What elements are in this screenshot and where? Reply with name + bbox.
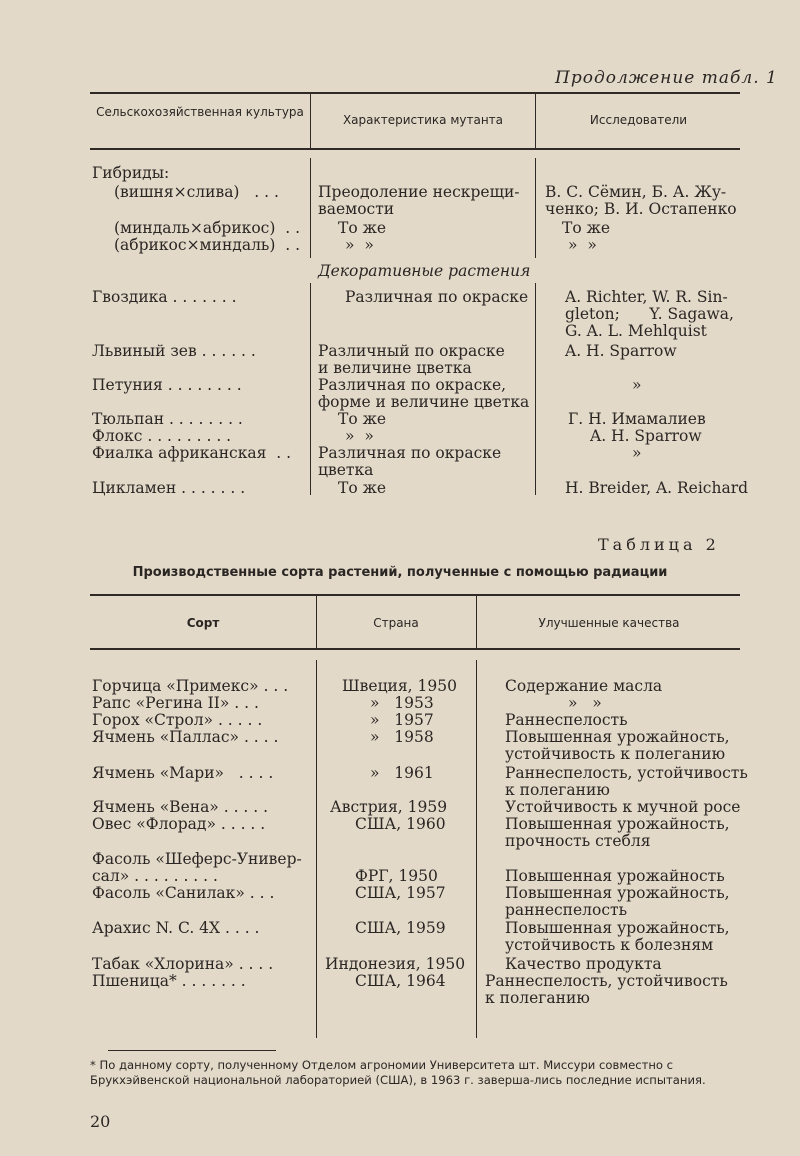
table-2-cell-quality: Устойчивость к мучной росе <box>505 798 741 816</box>
table-1-cell-trait: Различная по окраске, форме и величине цветка <box>318 376 530 411</box>
table-2-cell-variety: Арахис N. C. 4X . . . . <box>92 919 260 937</box>
table-1-header-crop: Сельскохозяйственная культура <box>96 105 304 119</box>
table-1-divider <box>310 283 311 495</box>
table-2-cell-country: » 1958 <box>370 728 434 746</box>
table-1-cell-researchers: » <box>632 444 642 462</box>
table-1-cell-crop: (абрикос×миндаль) . . <box>114 236 301 254</box>
table-2-cell-quality: Повышенная урожайность, устойчивость к болезням <box>505 919 730 954</box>
table-1-cell-researchers: То же <box>562 219 611 237</box>
table-2-top-rule <box>90 594 740 596</box>
table-1-cell-trait: То же <box>338 479 387 497</box>
table-2-cell-variety: Табак «Хлорина» . . . . <box>92 955 274 973</box>
table-1-cell-trait: Преодоление нескрещи- ваемости <box>318 183 520 218</box>
table-1-divider <box>535 94 536 148</box>
table-1-cell-trait: » » <box>345 236 374 254</box>
table-1-cell-trait: То же <box>338 219 387 237</box>
table-2-cell-quality: Повышенная урожайность, раннеспелость <box>505 884 730 919</box>
table-2-cell-country: США, 1959 <box>355 919 446 937</box>
table-1-cell-trait: » » <box>345 427 374 445</box>
table-1-divider <box>535 283 536 495</box>
table-1-cell-researchers: A. H. Sparrow <box>590 427 702 445</box>
table-1-header-researchers: Исследователи <box>589 113 688 127</box>
table-2-cell-quality: Раннеспелость, устойчивость к полеганию <box>505 764 748 799</box>
table-continuation-label: Продолжение табл. 1 <box>555 68 778 88</box>
table-2-cell-country: США, 1960 <box>355 815 446 833</box>
table-1-cell-crop: (миндаль×абрикос) . . <box>114 219 301 237</box>
footnote: * По данному сорту, полученному Отделом агрономии Университета шт. Миссури совместно с Брукхэйвенской национальной лабораторией (США), в 1963 г. заверша-лись последние испытания. <box>90 1058 706 1087</box>
table-1-cell-trait: Различный по окраске и величине цветка <box>318 342 505 377</box>
table-2-cell-country: Швеция, 1950 <box>342 677 457 695</box>
table-1-cell-researchers: H. Breider, A. Reichard <box>565 479 749 497</box>
table-2-cell-country: » 1953 <box>370 694 434 712</box>
table-2-cell-variety: Горчица «Примекс» . . . <box>92 677 289 695</box>
table-1-cell-researchers: A. Richter, W. R. Sin- gleton; Y. Sagawa, G. A. L. Mehlquist <box>565 288 734 340</box>
table-2-divider <box>476 660 477 1038</box>
footnote-rule <box>108 1050 276 1051</box>
table-2-number: Таблица 2 <box>598 535 720 554</box>
table-1-cell-crop: Львиный зев . . . . . . <box>92 342 256 360</box>
table-2-divider <box>316 660 317 1038</box>
page-number: 20 <box>90 1112 111 1131</box>
table-2-header-rule <box>90 648 740 650</box>
table-1-cell-crop: Флокс . . . . . . . . . <box>92 427 232 445</box>
table-2-cell-country: Индонезия, 1950 <box>325 955 466 973</box>
table-2-title: Производственные сорта растений, полученные с помощью радиации <box>132 565 668 580</box>
table-2-divider <box>476 596 477 648</box>
table-2-cell-quality: Качество продукта <box>505 955 662 973</box>
table-1-cell-crop: Гвоздика . . . . . . . <box>92 288 237 306</box>
table-2-cell-variety: Фасоль «Шеферс-Универ- сал» . . . . . . . . . <box>92 850 302 885</box>
table-2-cell-country: ФРГ, 1950 <box>355 867 438 885</box>
table-1-cell-crop: Фиалка африканская . . <box>92 444 292 462</box>
table-2-cell-country: » 1961 <box>370 764 434 782</box>
table-1-cell-trait: Различная по окраске <box>345 288 529 306</box>
table-1-divider <box>535 158 536 258</box>
table-2-header-country: Страна <box>373 616 419 630</box>
table-1-cell-researchers: A. H. Sparrow <box>565 342 677 360</box>
table-2-cell-quality: Повышенная урожайность <box>505 867 725 885</box>
table-1-cell-researchers: » » <box>568 236 597 254</box>
table-1-top-rule <box>90 92 740 94</box>
table-1-cell-trait: Различная по окраске цветка <box>318 444 502 479</box>
table-2-cell-variety: Горох «Строл» . . . . . <box>92 711 263 729</box>
table-1-cell-researchers: Г. Н. Имамалиев <box>568 410 706 428</box>
table-1-divider <box>310 158 311 258</box>
table-2-cell-variety: Рапс «Регина II» . . . <box>92 694 259 712</box>
table-2-cell-variety: Ячмень «Мари» . . . . <box>92 764 274 782</box>
table-2-cell-variety: Ячмень «Паллас» . . . . <box>92 728 279 746</box>
table-2-cell-variety: Фасоль «Санилак» . . . <box>92 884 275 902</box>
table-1-cell-researchers: » <box>632 376 642 394</box>
table-2-cell-quality: Раннеспелость, устойчивость к полеганию <box>485 972 728 1007</box>
table-2-cell-quality: Раннеспелость <box>505 711 628 729</box>
table-1-header-trait: Характеристика мутанта <box>342 113 504 127</box>
table-2-divider <box>316 596 317 648</box>
table-1-cell-researchers: В. С. Сёмин, Б. А. Жу- ченко; В. И. Остапенко <box>545 183 737 218</box>
table-1-cell-crop: Тюльпан . . . . . . . . <box>92 410 243 428</box>
table-2-cell-variety: Ячмень «Вена» . . . . . <box>92 798 269 816</box>
table-2-cell-country: США, 1957 <box>355 884 446 902</box>
table-1-header-rule <box>90 148 740 150</box>
table-1-cell-crop: Гибриды: <box>92 164 170 182</box>
table-2-cell-quality: Содержание масла <box>505 677 663 695</box>
table-1-cell-trait: То же <box>338 410 387 428</box>
table-2-cell-quality: » » <box>568 694 602 712</box>
table-2-header-quality: Улучшенные качества <box>538 616 680 630</box>
table-1-cell-crop: Цикламен . . . . . . . <box>92 479 246 497</box>
table-2-cell-country: » 1957 <box>370 711 434 729</box>
table-2-cell-country: США, 1964 <box>355 972 446 990</box>
table-1-cell-crop: (вишня×слива) . . . <box>114 183 279 201</box>
table-1-divider <box>310 94 311 148</box>
table-2-cell-quality: Повышенная урожайность, устойчивость к полеганию <box>505 728 730 763</box>
table-2-cell-quality: Повышенная урожайность, прочность стебля <box>505 815 730 850</box>
table-2-cell-variety: Овес «Флорад» . . . . . <box>92 815 266 833</box>
table-1-cell-crop: Петуния . . . . . . . . <box>92 376 242 394</box>
table-1-section-title: Декоративные растения <box>318 262 531 280</box>
table-2-cell-country: Австрия, 1959 <box>330 798 448 816</box>
table-2-header-variety: Сорт <box>186 616 220 630</box>
table-2-cell-variety: Пшеница* . . . . . . . <box>92 972 246 990</box>
